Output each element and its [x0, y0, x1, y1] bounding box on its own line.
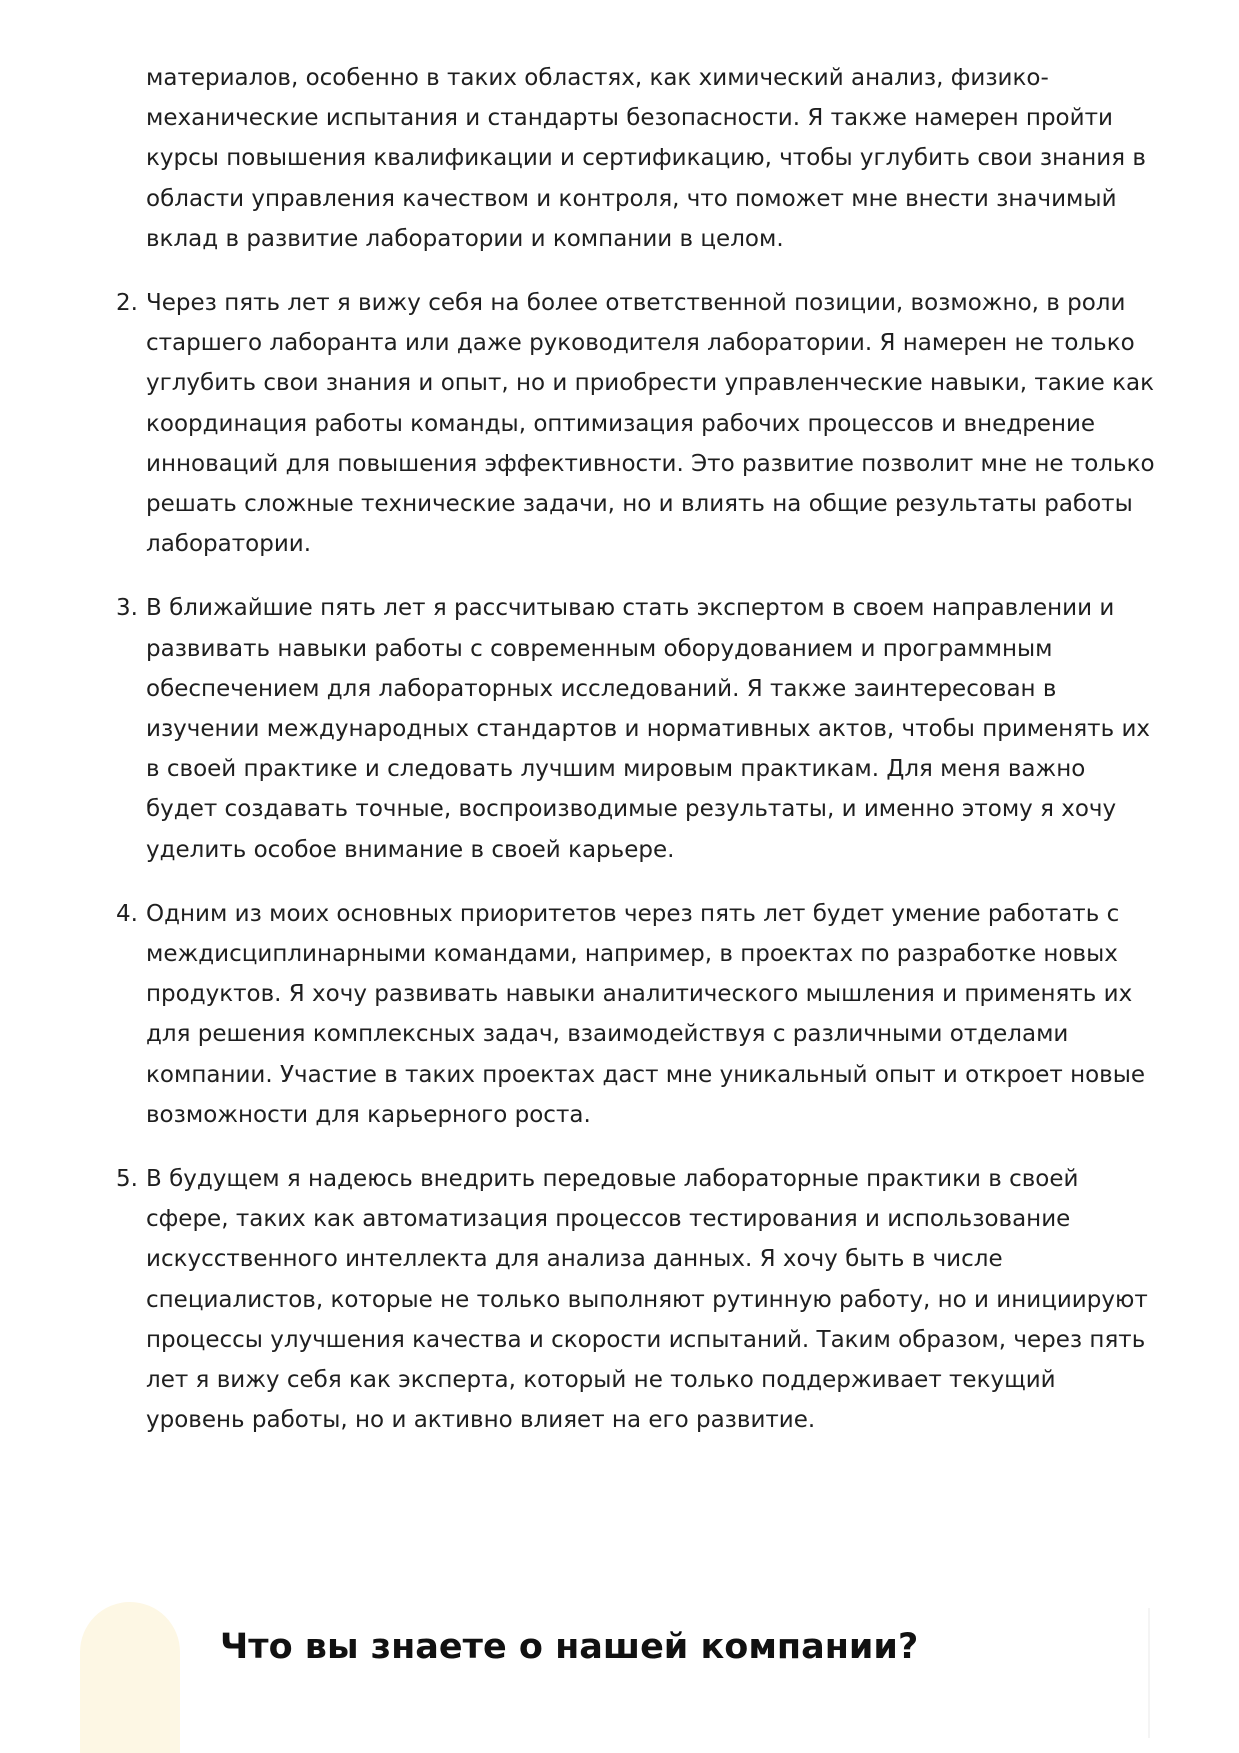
- list-item-number: 4.: [116, 900, 138, 927]
- list-item-text: материалов, особенно в таких областях, как химический анализ, физико-механические испытания и стандарты безопасности. Я также намерен пройти курсы повышения квалификации и сертификацию, чтобы углубить свои знания в области управления качеством и контроля, что поможет мне внести значимый вклад в развитие лаборатории и компании в целом.: [146, 65, 1146, 252]
- decorative-circle: [80, 1602, 180, 1753]
- list-item-4: [110, 894, 1160, 1135]
- list-item-text: Одним из моих основных приоритетов через пять лет будет умение работать с междисциплинарными командами, например, в проектах по разработке новых продуктов. Я хочу развивать навыки аналитического мышления и применять их для решения комплексных задач, взаимодействуя с различными отделами компании. Участие в таких проектах даст мне уникальный опыт и откроет новые возможности для карьерного роста.: [146, 900, 1146, 1128]
- list-item-number: 5.: [116, 1166, 138, 1193]
- section-border: [1148, 1608, 1150, 1738]
- career-goals-list: [110, 58, 1160, 1465]
- list-item-continuation: [110, 58, 1160, 259]
- list-item-text: Через пять лет я вижу себя на более ответственной позиции, возможно, в роли старшего лаборанта или даже руководителя лаборатории. Я намерен не только углубить свои знания и опыт, но и приобрести управленческие навыки, такие как координация работы команды, оптимизация рабочих процессов и внедрение инноваций для повышения эффективности. Это развитие позволит мне не только решать сложные технические задачи, но и влиять на общие результаты работы лаборатории.: [146, 290, 1155, 558]
- list-item-text: В будущем я надеюсь внедрить передовые лабораторные практики в своей сфере, таких как автоматизация процессов тестирования и использование искусственного интеллекта для анализа данных. Я хочу быть в числе специалистов, которые не только выполняют рутинную работу, но и инициируют процессы улучшения качества и скорости испытаний. Таким образом, через пять лет я вижу себя как эксперта, который не только поддерживает текущий уровень работы, но и активно влияет на его развитие.: [146, 1166, 1148, 1434]
- list-item-number: 3.: [116, 595, 138, 622]
- company-question-section: [80, 1602, 1150, 1753]
- list-item-5: [110, 1159, 1160, 1440]
- list-item-number: 2.: [116, 290, 138, 317]
- list-item-text: В ближайшие пять лет я рассчитываю стать экспертом в своем направлении и развивать навыки работы с современным оборудованием и программным обеспечением для лабораторных исследований. Я также заинтересован в изучении международных стандартов и нормативных актов, чтобы применять их в своей практике и следовать лучшим мировым практикам. Для меня важно будет создавать точные, воспроизводимые результаты, и именно этому я хочу уделить особое внимание в своей карьере.: [146, 595, 1151, 863]
- list-item-3: [110, 588, 1160, 869]
- section-heading: Что вы знаете о нашей компании?: [220, 1627, 919, 1667]
- list-item-2: [110, 283, 1160, 564]
